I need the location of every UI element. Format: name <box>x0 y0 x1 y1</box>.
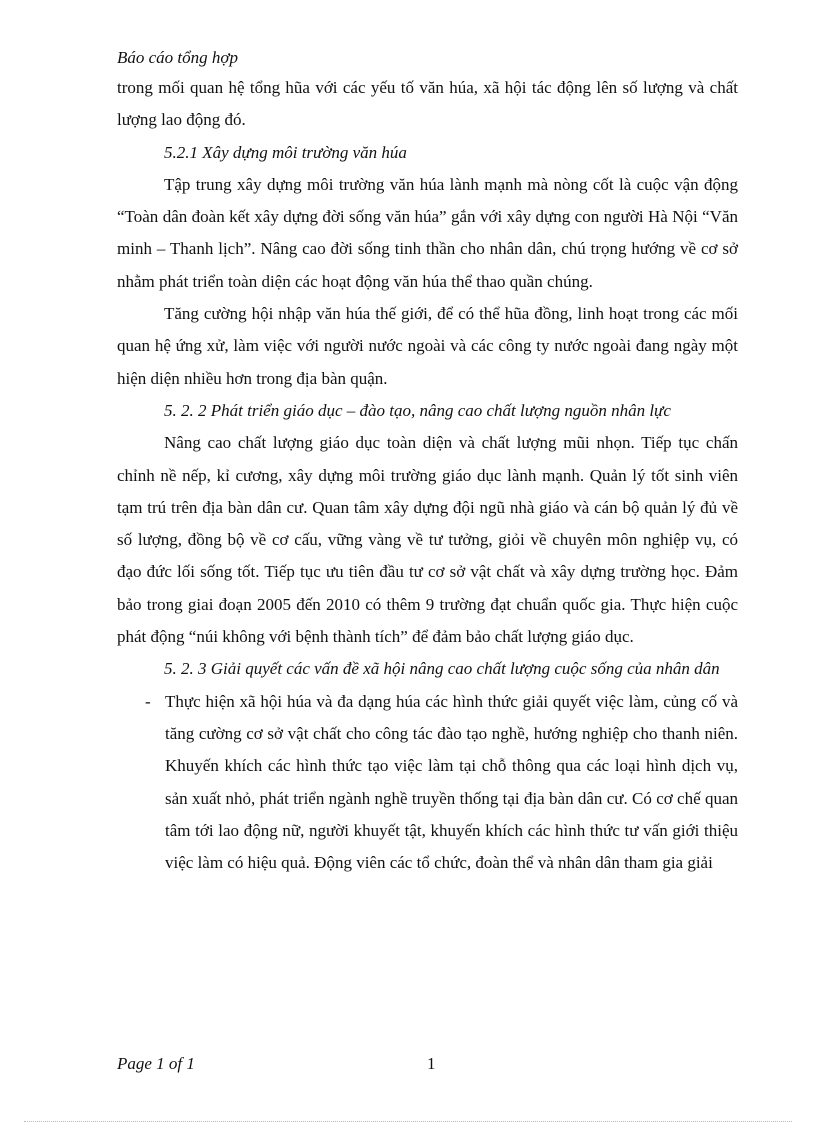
bullet-marker: - <box>145 691 151 711</box>
paragraph-cultural-integration: Tăng cường hội nhập văn húa thế giới, để có thể hũa đồng, linh hoạt trong các mối quan hệ ứng xử, làm việc với người nước ngoài và các công ty nước ngoài đang ngày một hiện diện nhiều hơn trong địa bàn quận. <box>117 304 738 388</box>
bullet-text: Thực hiện xã hội húa và đa dạng húa các hình thức giải quyết việc làm, củng cố và tăng cường cơ sở vật chất cho công tác đào tạo nghề, hướng nghiệp cho thanh niên. Khuyến khích các hình thức tạo việc làm tại chỗ thông qua các loại hình dịch vụ, sản xuất nhỏ, phát triển ngành nghề truyền thống tại địa bàn dân cư. Có cơ chế quan tâm tới lao động nữ, người khuyết tật, khuyến khích các hình thức tư vấn giới thiệu việc làm có hiệu quả. Động viên các tổ chức, đoàn thể và nhân dân tham gia giải <box>165 691 738 873</box>
page-footer-label: Page 1 of 1 <box>117 1054 195 1073</box>
page-header: Báo cáo tổng hợp <box>117 48 238 67</box>
document-body <box>117 72 738 879</box>
paragraph-education: Nâng cao chất lượng giáo dục toàn diện và chất lượng mũi nhọn. Tiếp tục chấn chỉnh nề nếp, kỉ cương, xây dựng môi trường giáo dục lành mạnh. Quản lý tốt sinh viên tạm trú trên địa bàn dân cư. Quan tâm xây dựng đội ngũ nhà giáo và cán bộ quản lý đủ về số lượng, đồng bộ về cơ cấu, vững vàng về tư tưởng, giỏi về chuyên môn nghiệp vụ, có đạo đức lối sống tốt. Tiếp tục ưu tiên đầu tư cơ sở vật chất và xây dựng trường học. Đảm bảo trong giai đoạn 2005 đến 2010 có thêm 9 trường đạt chuẩn quốc gia. Thực hiện cuộc phát động “núi không với bệnh thành tích” để đảm bảo chất lượng giáo dục. <box>117 433 738 647</box>
page-break-divider <box>24 1121 792 1122</box>
list-item <box>117 686 738 880</box>
section-heading-5-2-3: 5. 2. 3 Giải quyết các vấn đề xã hội nâng cao chất lượng cuộc sống của nhân dân <box>164 659 720 679</box>
paragraph-culture-environment: Tập trung xây dựng môi trường văn húa lành mạnh mà nòng cốt là cuộc vận động “Toàn dân đoàn kết xây dựng đời sống văn húa” gắn với xây dựng con người Hà Nội “Văn minh – Thanh lịch”. Nâng cao đời sống tinh thần cho nhân dân, chú trọng hướng về cơ sở nhằm phát triển toàn diện các hoạt động văn húa thể thao quần chúng. <box>117 174 738 291</box>
page-number: 1 <box>427 1054 436 1073</box>
section-heading-5-2-1: 5.2.1 Xây dựng môi trường văn húa <box>164 142 407 162</box>
paragraph-continuation: trong mối quan hệ tổng hũa với các yếu tố văn húa, xã hội tác động lên số lượng và chất lượng lao động đó. <box>117 78 738 130</box>
section-heading-5-2-2: 5. 2. 2 Phát triển giáo dục – đào tạo, nâng cao chất lượng nguồn nhân lực <box>164 400 671 420</box>
